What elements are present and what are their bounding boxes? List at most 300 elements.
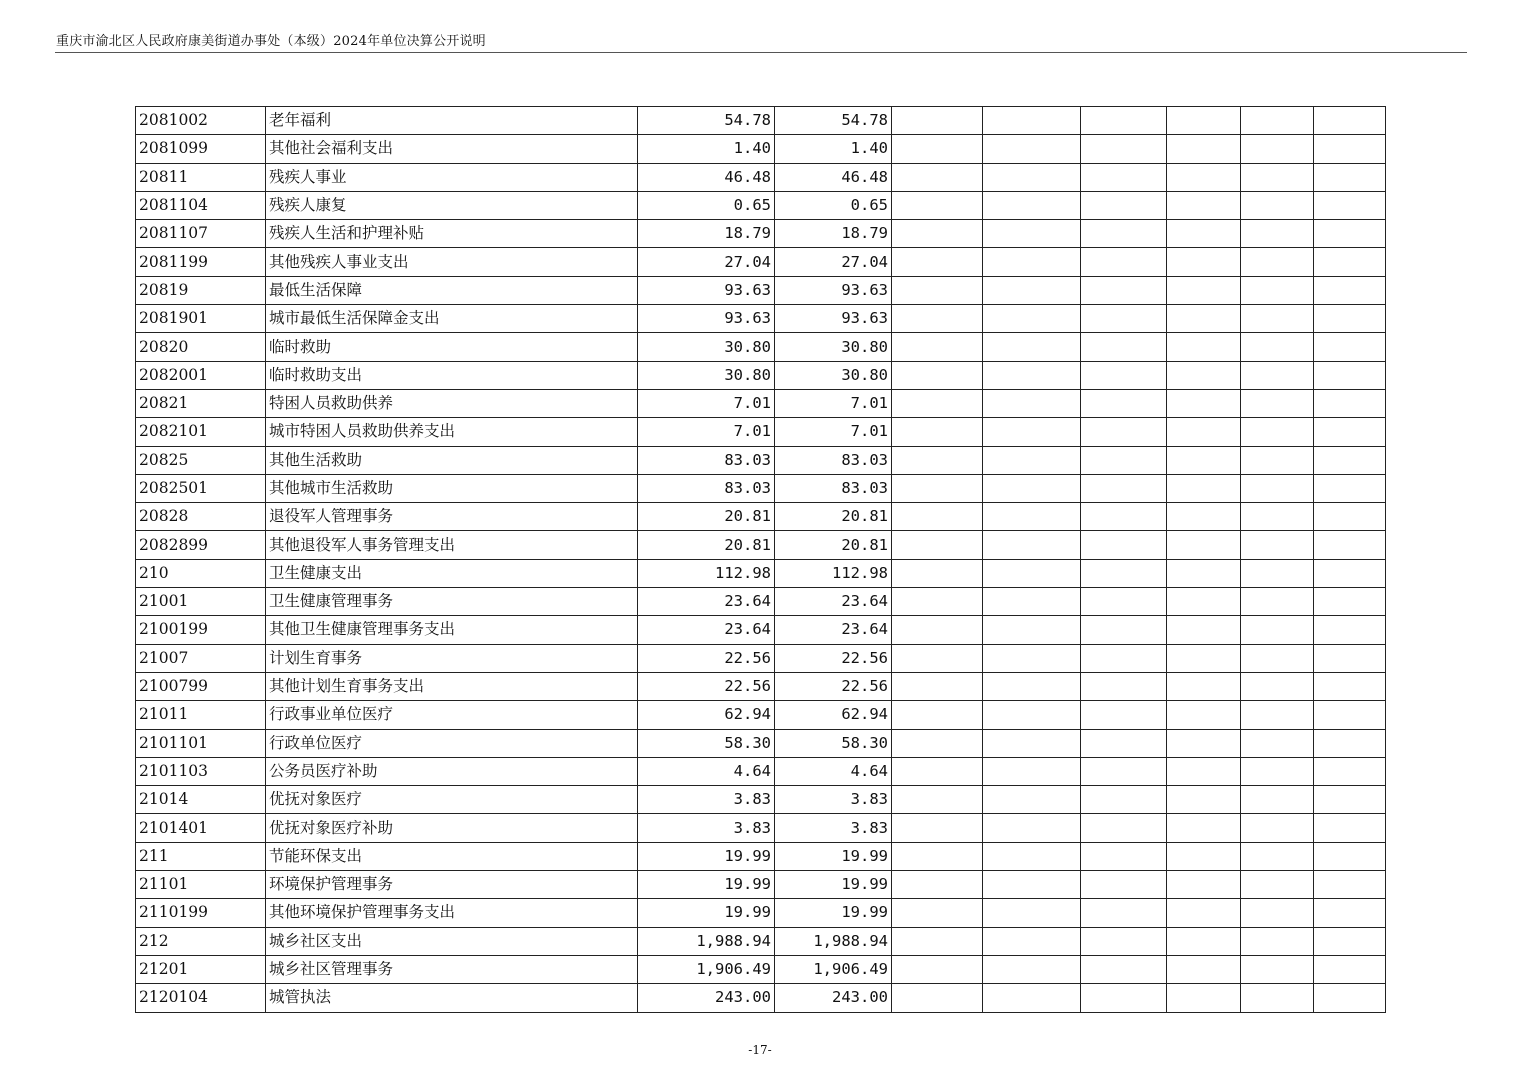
cell-empty: [892, 644, 983, 672]
cell-empty: [892, 135, 983, 163]
cell-empty: [892, 163, 983, 191]
table-row: [136, 644, 1386, 672]
cell-subject-code: 20811: [136, 163, 266, 191]
cell-empty: [1081, 955, 1167, 983]
table-row: [136, 135, 1386, 163]
cell-empty: [1241, 871, 1314, 899]
cell-amount-basic: 18.79: [775, 220, 892, 248]
cell-empty: [1241, 588, 1314, 616]
cell-empty: [1081, 644, 1167, 672]
cell-amount-basic: 54.78: [775, 107, 892, 135]
cell-empty: [1241, 163, 1314, 191]
cell-empty: [892, 276, 983, 304]
cell-amount-basic: 83.03: [775, 474, 892, 502]
cell-empty: [1241, 135, 1314, 163]
cell-subject-name: 其他卫生健康管理事务支出: [266, 616, 638, 644]
cell-empty: [1241, 503, 1314, 531]
cell-empty: [983, 135, 1081, 163]
cell-empty: [892, 786, 983, 814]
table-row: [136, 842, 1386, 870]
cell-empty: [983, 531, 1081, 559]
cell-subject-code: 2081199: [136, 248, 266, 276]
cell-empty: [1081, 474, 1167, 502]
cell-empty: [892, 305, 983, 333]
cell-empty: [1167, 418, 1241, 446]
cell-empty: [892, 333, 983, 361]
cell-empty: [1081, 163, 1167, 191]
cell-empty: [1314, 220, 1386, 248]
cell-subject-code: 2082001: [136, 361, 266, 389]
cell-empty: [892, 899, 983, 927]
cell-amount-basic: 20.81: [775, 503, 892, 531]
cell-empty: [1241, 814, 1314, 842]
cell-empty: [983, 333, 1081, 361]
cell-subject-name: 残疾人康复: [266, 191, 638, 219]
cell-amount-total: 83.03: [638, 474, 775, 502]
cell-amount-basic: 1,988.94: [775, 927, 892, 955]
table-row: [136, 871, 1386, 899]
cell-empty: [983, 446, 1081, 474]
cell-empty: [1314, 672, 1386, 700]
cell-subject-code: 2110199: [136, 899, 266, 927]
cell-amount-total: 22.56: [638, 644, 775, 672]
table-row: [136, 899, 1386, 927]
cell-amount-total: 54.78: [638, 107, 775, 135]
cell-empty: [1167, 361, 1241, 389]
cell-empty: [1241, 899, 1314, 927]
cell-subject-name: 残疾人事业: [266, 163, 638, 191]
cell-empty: [1167, 786, 1241, 814]
cell-amount-basic: 93.63: [775, 305, 892, 333]
cell-empty: [892, 418, 983, 446]
cell-subject-code: 211: [136, 842, 266, 870]
cell-subject-code: 21001: [136, 588, 266, 616]
cell-empty: [1314, 955, 1386, 983]
cell-empty: [892, 503, 983, 531]
cell-empty: [1081, 701, 1167, 729]
cell-subject-code: 21101: [136, 871, 266, 899]
cell-empty: [1081, 418, 1167, 446]
cell-empty: [983, 786, 1081, 814]
cell-amount-total: 46.48: [638, 163, 775, 191]
cell-empty: [1081, 276, 1167, 304]
cell-empty: [1241, 984, 1314, 1012]
cell-empty: [983, 644, 1081, 672]
table-row: [136, 531, 1386, 559]
cell-empty: [1314, 757, 1386, 785]
table-row: [136, 616, 1386, 644]
cell-amount-basic: 30.80: [775, 361, 892, 389]
cell-amount-total: 0.65: [638, 191, 775, 219]
cell-empty: [1167, 588, 1241, 616]
cell-amount-total: 7.01: [638, 418, 775, 446]
table-row: [136, 955, 1386, 983]
cell-subject-name: 公务员医疗补助: [266, 757, 638, 785]
cell-empty: [1081, 503, 1167, 531]
cell-amount-basic: 93.63: [775, 276, 892, 304]
table-row: [136, 588, 1386, 616]
cell-empty: [1314, 305, 1386, 333]
cell-empty: [1314, 871, 1386, 899]
cell-empty: [1314, 927, 1386, 955]
cell-empty: [892, 361, 983, 389]
cell-amount-basic: 27.04: [775, 248, 892, 276]
cell-amount-total: 19.99: [638, 899, 775, 927]
cell-empty: [1314, 361, 1386, 389]
cell-amount-basic: 30.80: [775, 333, 892, 361]
cell-empty: [1314, 701, 1386, 729]
cell-empty: [983, 757, 1081, 785]
cell-empty: [1314, 107, 1386, 135]
cell-empty: [1167, 389, 1241, 417]
table-row: [136, 305, 1386, 333]
cell-amount-basic: 0.65: [775, 191, 892, 219]
cell-empty: [1241, 644, 1314, 672]
cell-empty: [1167, 644, 1241, 672]
table-row: [136, 107, 1386, 135]
cell-subject-code: 20828: [136, 503, 266, 531]
cell-empty: [1314, 446, 1386, 474]
cell-subject-name: 其他城市生活救助: [266, 474, 638, 502]
cell-empty: [983, 191, 1081, 219]
cell-empty: [1081, 729, 1167, 757]
cell-empty: [1167, 474, 1241, 502]
cell-amount-total: 93.63: [638, 305, 775, 333]
cell-subject-name: 临时救助: [266, 333, 638, 361]
cell-empty: [1314, 135, 1386, 163]
cell-empty: [892, 701, 983, 729]
cell-empty: [1167, 757, 1241, 785]
cell-empty: [983, 418, 1081, 446]
cell-subject-name: 其他计划生育事务支出: [266, 672, 638, 700]
cell-empty: [1081, 333, 1167, 361]
cell-subject-code: 21007: [136, 644, 266, 672]
cell-empty: [1314, 163, 1386, 191]
cell-amount-basic: 22.56: [775, 644, 892, 672]
cell-amount-total: 58.30: [638, 729, 775, 757]
cell-empty: [1081, 616, 1167, 644]
cell-empty: [1314, 616, 1386, 644]
cell-empty: [1314, 899, 1386, 927]
cell-subject-name: 退役军人管理事务: [266, 503, 638, 531]
cell-empty: [1314, 814, 1386, 842]
cell-empty: [1167, 871, 1241, 899]
cell-empty: [983, 955, 1081, 983]
cell-empty: [1241, 220, 1314, 248]
cell-subject-name: 城管执法: [266, 984, 638, 1012]
cell-empty: [1241, 842, 1314, 870]
cell-empty: [983, 871, 1081, 899]
cell-empty: [1081, 559, 1167, 587]
cell-empty: [983, 842, 1081, 870]
cell-subject-name: 优抚对象医疗: [266, 786, 638, 814]
cell-subject-name: 残疾人生活和护理补贴: [266, 220, 638, 248]
cell-empty: [892, 248, 983, 276]
cell-empty: [892, 559, 983, 587]
cell-amount-basic: 19.99: [775, 871, 892, 899]
cell-amount-basic: 22.56: [775, 672, 892, 700]
cell-empty: [1167, 248, 1241, 276]
cell-empty: [983, 814, 1081, 842]
cell-empty: [1167, 729, 1241, 757]
cell-empty: [892, 729, 983, 757]
cell-empty: [983, 248, 1081, 276]
cell-empty: [1314, 531, 1386, 559]
cell-empty: [1081, 786, 1167, 814]
cell-amount-total: 23.64: [638, 616, 775, 644]
cell-subject-name: 城市特困人员救助供养支出: [266, 418, 638, 446]
cell-empty: [1081, 446, 1167, 474]
cell-empty: [1167, 220, 1241, 248]
cell-amount-basic: 58.30: [775, 729, 892, 757]
cell-amount-basic: 3.83: [775, 814, 892, 842]
cell-empty: [1167, 305, 1241, 333]
cell-empty: [1167, 163, 1241, 191]
cell-empty: [1241, 616, 1314, 644]
cell-empty: [1314, 503, 1386, 531]
cell-amount-basic: 23.64: [775, 616, 892, 644]
cell-subject-code: 2081107: [136, 220, 266, 248]
table-row: [136, 220, 1386, 248]
cell-empty: [983, 220, 1081, 248]
cell-empty: [1167, 191, 1241, 219]
cell-amount-basic: 3.83: [775, 786, 892, 814]
cell-empty: [1314, 588, 1386, 616]
cell-empty: [1241, 248, 1314, 276]
cell-empty: [1241, 672, 1314, 700]
cell-empty: [983, 361, 1081, 389]
cell-empty: [1314, 984, 1386, 1012]
table-row: [136, 814, 1386, 842]
table-body: [136, 107, 1386, 1013]
cell-amount-basic: 83.03: [775, 446, 892, 474]
cell-amount-total: 112.98: [638, 559, 775, 587]
cell-empty: [1167, 531, 1241, 559]
cell-subject-code: 2081002: [136, 107, 266, 135]
table-row: [136, 672, 1386, 700]
cell-empty: [983, 899, 1081, 927]
cell-subject-code: 21011: [136, 701, 266, 729]
cell-amount-basic: 46.48: [775, 163, 892, 191]
cell-empty: [1241, 389, 1314, 417]
cell-subject-code: 21014: [136, 786, 266, 814]
cell-empty: [1241, 474, 1314, 502]
cell-amount-basic: 7.01: [775, 389, 892, 417]
cell-subject-name: 特困人员救助供养: [266, 389, 638, 417]
cell-empty: [1081, 220, 1167, 248]
cell-empty: [983, 305, 1081, 333]
cell-empty: [1314, 248, 1386, 276]
cell-empty: [892, 474, 983, 502]
cell-subject-name: 优抚对象医疗补助: [266, 814, 638, 842]
cell-empty: [892, 220, 983, 248]
table-row: [136, 927, 1386, 955]
cell-empty: [892, 107, 983, 135]
cell-empty: [1314, 474, 1386, 502]
cell-empty: [1241, 757, 1314, 785]
cell-empty: [892, 984, 983, 1012]
cell-subject-code: 2081104: [136, 191, 266, 219]
cell-subject-name: 计划生育事务: [266, 644, 638, 672]
cell-empty: [1314, 418, 1386, 446]
cell-subject-code: 2120104: [136, 984, 266, 1012]
table-row: [136, 757, 1386, 785]
cell-empty: [1167, 672, 1241, 700]
cell-subject-name: 其他残疾人事业支出: [266, 248, 638, 276]
cell-subject-code: 2082101: [136, 418, 266, 446]
cell-amount-total: 30.80: [638, 361, 775, 389]
cell-subject-name: 城乡社区管理事务: [266, 955, 638, 983]
cell-empty: [892, 814, 983, 842]
cell-empty: [1081, 305, 1167, 333]
cell-subject-name: 最低生活保障: [266, 276, 638, 304]
cell-empty: [892, 389, 983, 417]
cell-subject-code: 210: [136, 559, 266, 587]
cell-empty: [1081, 672, 1167, 700]
cell-subject-name: 其他社会福利支出: [266, 135, 638, 163]
cell-amount-basic: 243.00: [775, 984, 892, 1012]
cell-empty: [1241, 361, 1314, 389]
cell-amount-total: 4.64: [638, 757, 775, 785]
cell-empty: [1167, 446, 1241, 474]
cell-empty: [892, 927, 983, 955]
cell-subject-name: 其他退役军人事务管理支出: [266, 531, 638, 559]
cell-empty: [1081, 135, 1167, 163]
cell-empty: [1314, 276, 1386, 304]
cell-empty: [1167, 842, 1241, 870]
table-row: [136, 389, 1386, 417]
cell-empty: [1081, 984, 1167, 1012]
cell-empty: [1167, 276, 1241, 304]
cell-subject-code: 2100799: [136, 672, 266, 700]
cell-empty: [892, 842, 983, 870]
cell-empty: [983, 616, 1081, 644]
page-number: -17-: [748, 1043, 772, 1057]
cell-empty: [1241, 786, 1314, 814]
cell-empty: [1241, 191, 1314, 219]
cell-empty: [983, 927, 1081, 955]
cell-subject-name: 城市最低生活保障金支出: [266, 305, 638, 333]
cell-empty: [1314, 842, 1386, 870]
cell-subject-name: 卫生健康管理事务: [266, 588, 638, 616]
cell-empty: [892, 446, 983, 474]
cell-empty: [1081, 191, 1167, 219]
cell-empty: [1081, 531, 1167, 559]
table-row: [136, 446, 1386, 474]
cell-subject-code: 20821: [136, 389, 266, 417]
cell-empty: [1081, 757, 1167, 785]
cell-empty: [1314, 333, 1386, 361]
cell-amount-total: 1,988.94: [638, 927, 775, 955]
cell-amount-basic: 20.81: [775, 531, 892, 559]
header-divider: [55, 52, 1467, 53]
cell-empty: [983, 163, 1081, 191]
table-row: [136, 503, 1386, 531]
cell-amount-basic: 1.40: [775, 135, 892, 163]
cell-empty: [1167, 135, 1241, 163]
cell-empty: [1081, 899, 1167, 927]
cell-empty: [983, 672, 1081, 700]
cell-empty: [1167, 984, 1241, 1012]
cell-empty: [1241, 701, 1314, 729]
cell-amount-basic: 1,906.49: [775, 955, 892, 983]
cell-empty: [1241, 729, 1314, 757]
cell-empty: [1241, 531, 1314, 559]
cell-empty: [892, 672, 983, 700]
cell-subject-code: 20819: [136, 276, 266, 304]
cell-amount-total: 3.83: [638, 814, 775, 842]
cell-empty: [983, 559, 1081, 587]
cell-empty: [983, 588, 1081, 616]
cell-empty: [1241, 955, 1314, 983]
cell-amount-total: 19.99: [638, 842, 775, 870]
cell-amount-total: 62.94: [638, 701, 775, 729]
cell-subject-code: 21201: [136, 955, 266, 983]
cell-empty: [892, 616, 983, 644]
cell-empty: [983, 107, 1081, 135]
cell-amount-total: 20.81: [638, 531, 775, 559]
table-row: [136, 559, 1386, 587]
cell-subject-name: 临时救助支出: [266, 361, 638, 389]
cell-empty: [983, 503, 1081, 531]
cell-amount-basic: 19.99: [775, 842, 892, 870]
cell-empty: [892, 871, 983, 899]
cell-subject-name: 其他生活救助: [266, 446, 638, 474]
cell-amount-total: 3.83: [638, 786, 775, 814]
cell-empty: [892, 191, 983, 219]
cell-empty: [1241, 927, 1314, 955]
cell-empty: [1081, 361, 1167, 389]
cell-empty: [1167, 503, 1241, 531]
cell-empty: [1241, 305, 1314, 333]
cell-empty: [1167, 899, 1241, 927]
cell-empty: [1314, 191, 1386, 219]
cell-amount-basic: 4.64: [775, 757, 892, 785]
cell-empty: [1241, 418, 1314, 446]
budget-expenditure-table: [135, 106, 1386, 1013]
cell-amount-total: 19.99: [638, 871, 775, 899]
table-row: [136, 474, 1386, 502]
cell-empty: [1167, 955, 1241, 983]
cell-subject-code: 2101103: [136, 757, 266, 785]
cell-empty: [1081, 842, 1167, 870]
cell-empty: [892, 955, 983, 983]
cell-amount-total: 23.64: [638, 588, 775, 616]
cell-empty: [983, 389, 1081, 417]
cell-subject-code: 2101101: [136, 729, 266, 757]
cell-amount-total: 93.63: [638, 276, 775, 304]
cell-amount-total: 7.01: [638, 389, 775, 417]
cell-subject-name: 卫生健康支出: [266, 559, 638, 587]
table-row: [136, 248, 1386, 276]
cell-empty: [1081, 588, 1167, 616]
cell-empty: [1081, 871, 1167, 899]
cell-empty: [1167, 616, 1241, 644]
table-row: [136, 333, 1386, 361]
cell-amount-basic: 19.99: [775, 899, 892, 927]
cell-empty: [1167, 559, 1241, 587]
cell-empty: [1081, 389, 1167, 417]
table-row: [136, 984, 1386, 1012]
cell-empty: [1167, 927, 1241, 955]
cell-empty: [1167, 814, 1241, 842]
cell-empty: [983, 729, 1081, 757]
cell-empty: [1314, 389, 1386, 417]
cell-empty: [1081, 927, 1167, 955]
cell-amount-basic: 7.01: [775, 418, 892, 446]
table-row: [136, 418, 1386, 446]
table-row: [136, 191, 1386, 219]
